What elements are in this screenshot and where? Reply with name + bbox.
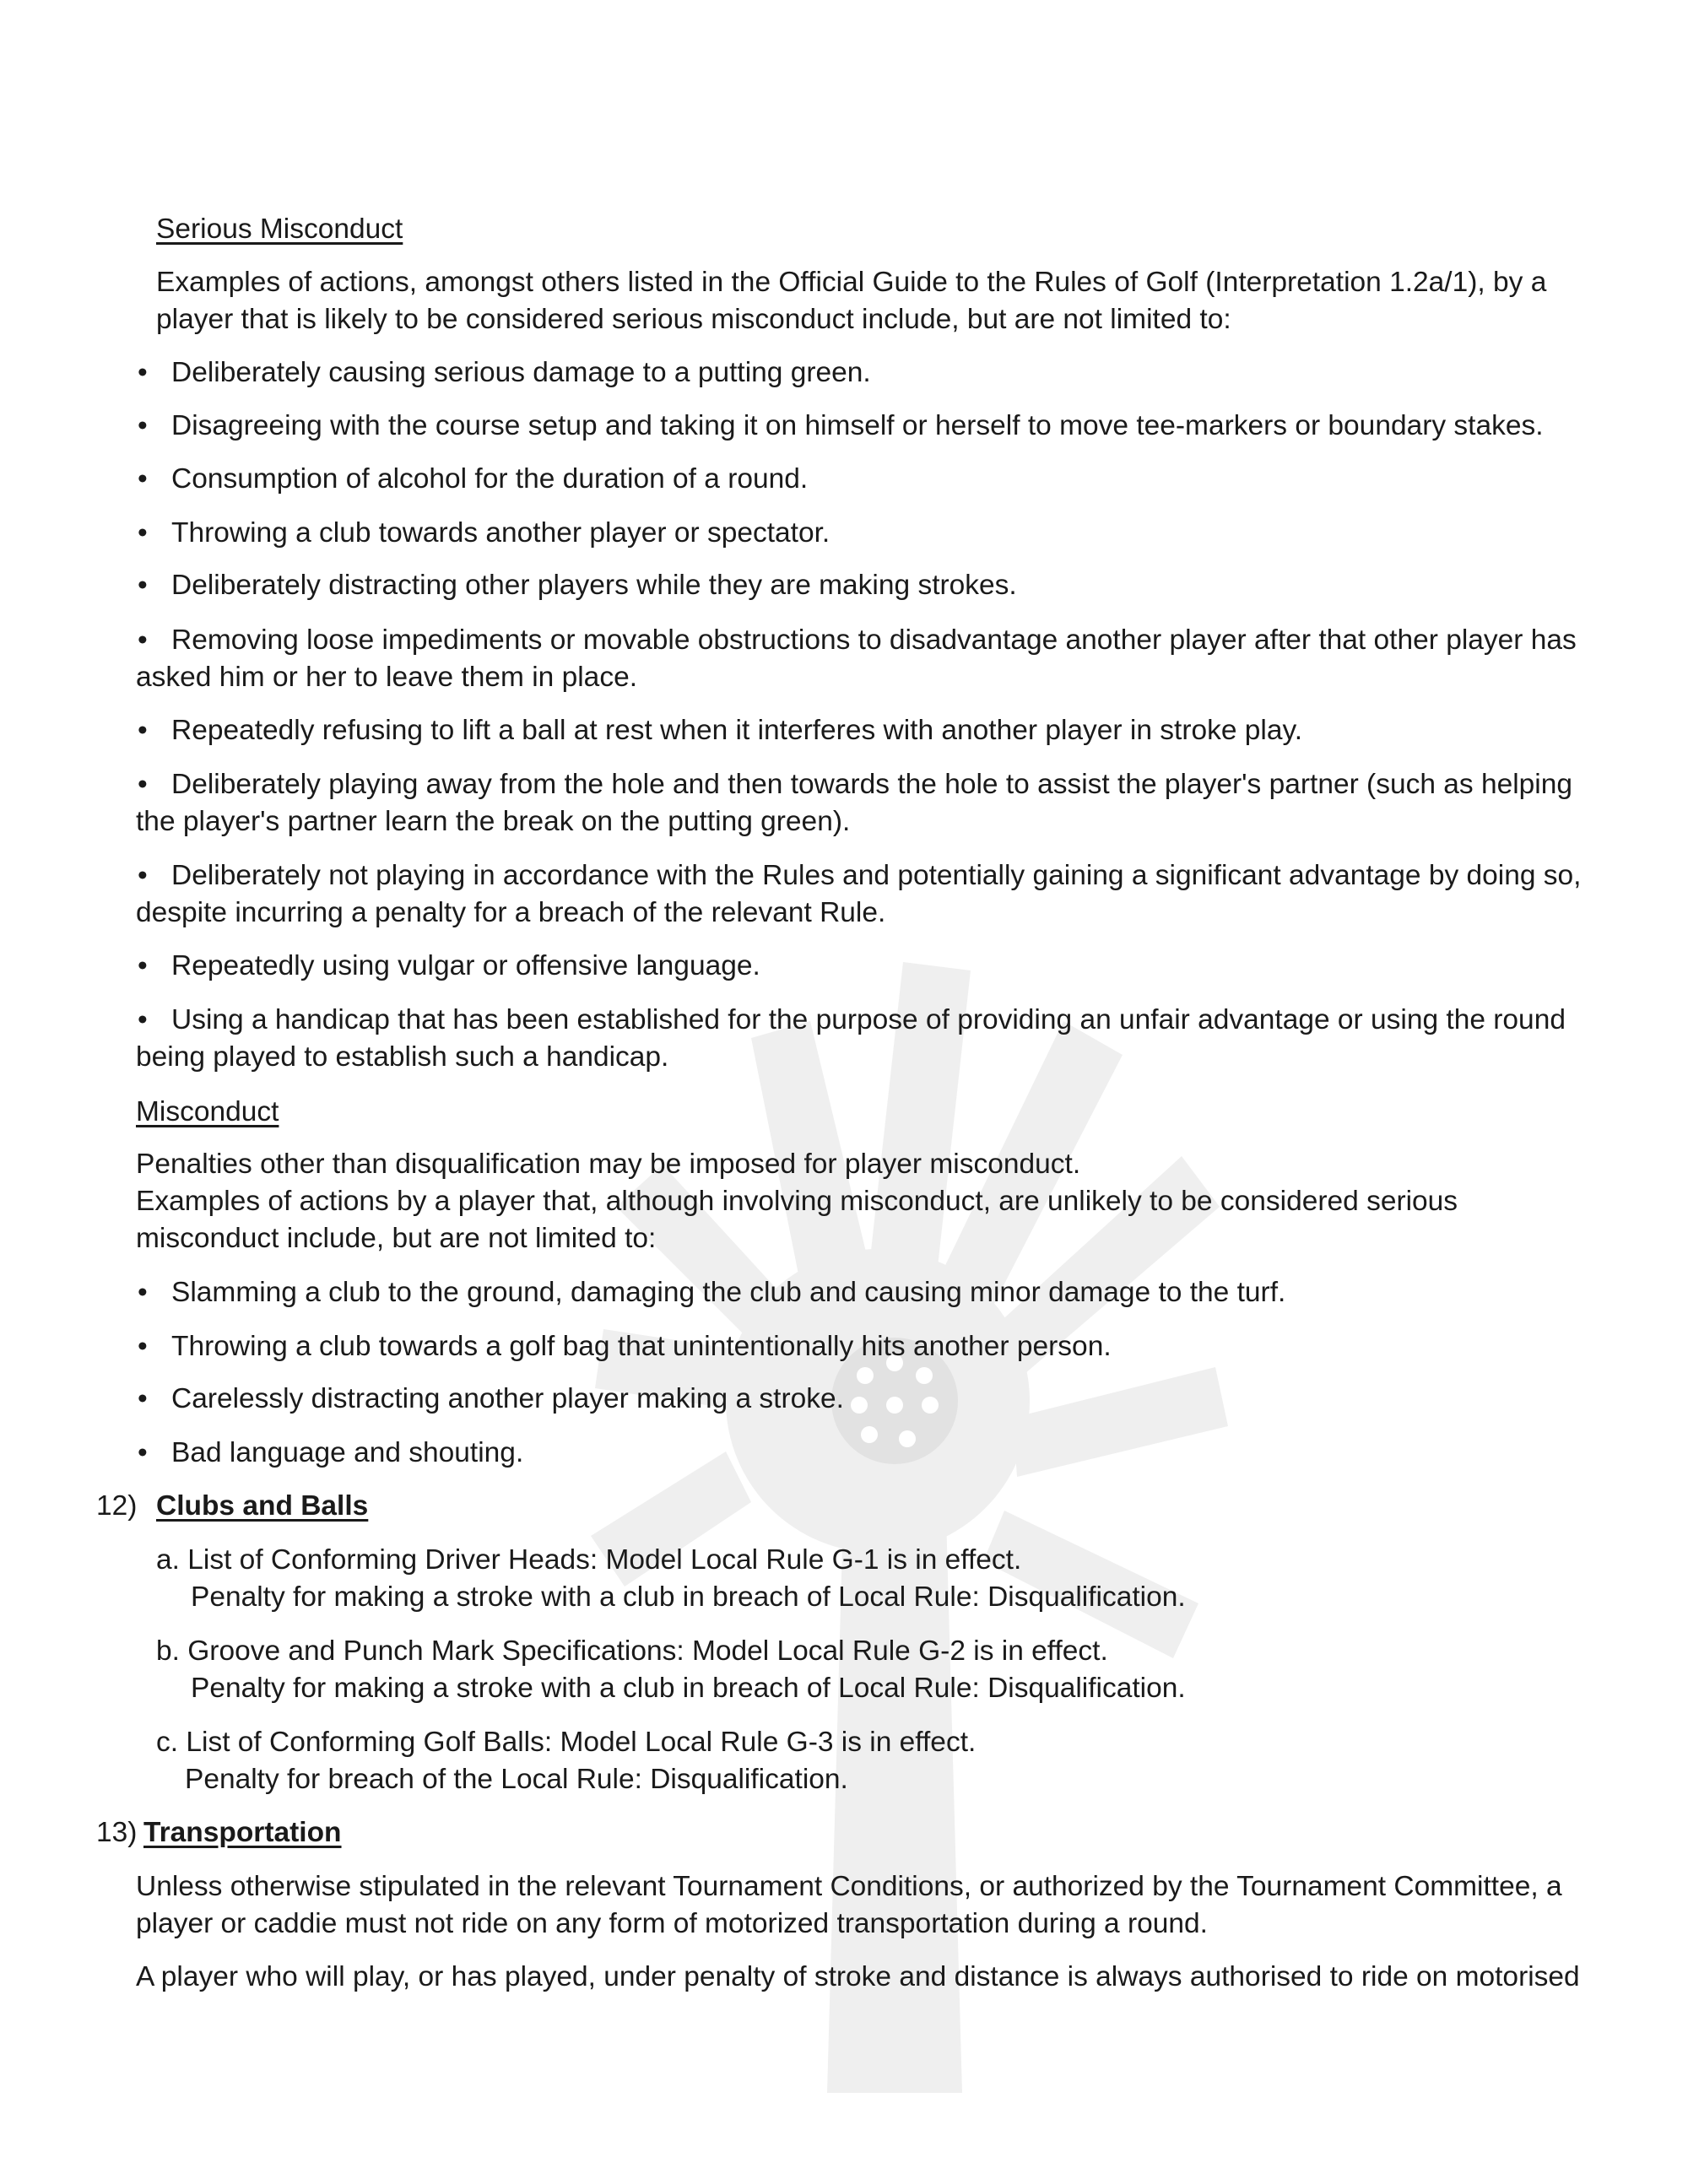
list-item-text: Deliberately distracting other players while they are making strokes. [171, 570, 1017, 601]
list-item-text: Bad language and shouting. [171, 1437, 524, 1468]
list-item-text: Repeatedly refusing to lift a ball at rest when it interferes with another player in stroke play. [171, 715, 1303, 746]
bullet-icon: • [138, 357, 148, 388]
section-12-number: 12) [96, 1490, 138, 1522]
list-item-text: Repeatedly using vulgar or offensive language. [171, 950, 760, 981]
serious-misconduct-intro-line2: player that is likely to be considered serious misconduct include, but are not limited to: [156, 304, 1231, 335]
list-item-text: Deliberately playing away from the hole and then towards the hole to assist the player's partner (such as helping [171, 769, 1573, 800]
bullet-icon: • [138, 715, 148, 746]
bullet-icon: • [138, 1383, 148, 1414]
bullet-icon: • [138, 410, 148, 441]
transportation-p1-line2: player or caddie must not ride on any form of motorized transportation during a round. [136, 1908, 1208, 1939]
list-item-text: Slamming a club to the ground, damaging the club and causing minor damage to the turf. [171, 1277, 1286, 1308]
transportation-p2-line1: A player who will play, or has played, under penalty of stroke and distance is always authorised to ride on motorised [136, 1961, 1580, 1992]
misconduct-text-line3: misconduct include, but are not limited to: [136, 1223, 657, 1254]
bullet-icon: • [138, 1277, 148, 1308]
clubs-item-b-line1: b. Groove and Punch Mark Specifications: Model Local Rule G-2 is in effect. [156, 1635, 1108, 1667]
list-item-text-continued: asked him or her to leave them in place. [136, 662, 638, 693]
section-12-title: Clubs and Balls [156, 1490, 369, 1522]
list-item-text-continued: being played to establish such a handicap. [136, 1041, 669, 1073]
list-item-text: Using a handicap that has been established for the purpose of providing an unfair advantage or using the round [171, 1004, 1566, 1035]
bullet-icon: • [138, 950, 148, 981]
list-item-text: Removing loose impediments or movable obstructions to disadvantage another player after that other player has [171, 624, 1577, 656]
bullet-icon: • [138, 463, 148, 495]
misconduct-heading: Misconduct [136, 1096, 279, 1127]
bullet-icon: • [138, 1437, 148, 1468]
bullet-icon: • [138, 1004, 148, 1035]
list-item-text: Deliberately not playing in accordance with the Rules and potentially gaining a significant advantage by doing so, [171, 860, 1582, 891]
clubs-item-a-line1: a. List of Conforming Driver Heads: Model Local Rule G-1 is in effect. [156, 1544, 1022, 1576]
misconduct-text-line1: Penalties other than disqualification may be imposed for player misconduct. [136, 1149, 1081, 1180]
transportation-p1-line1: Unless otherwise stipulated in the relevant Tournament Conditions, or authorized by the Tournament Committee, a [136, 1871, 1562, 1902]
section-13-number: 13) [96, 1817, 138, 1848]
bullet-icon: • [138, 860, 148, 891]
bullet-icon: • [138, 517, 148, 549]
clubs-item-c-line2: Penalty for breach of the Local Rule: Disqualification. [185, 1764, 848, 1795]
section-13-title: Transportation [143, 1817, 342, 1848]
serious-misconduct-heading: Serious Misconduct [156, 214, 403, 245]
bullet-icon: • [138, 624, 148, 656]
list-item-text: Carelessly distracting another player making a stroke. [171, 1383, 844, 1414]
bullet-icon: • [138, 1331, 148, 1362]
list-item-text: Throwing a club towards another player or spectator. [171, 517, 830, 549]
clubs-item-c-line1: c. List of Conforming Golf Balls: Model Local Rule G-3 is in effect. [156, 1727, 977, 1758]
list-item-text: Deliberately causing serious damage to a putting green. [171, 357, 871, 388]
bullet-icon: • [138, 570, 148, 601]
list-item-text-continued: the player's partner learn the break on the putting green). [136, 806, 851, 837]
list-item-text-continued: despite incurring a penalty for a breach of the relevant Rule. [136, 897, 886, 928]
misconduct-text-line2: Examples of actions by a player that, although involving misconduct, are unlikely to be considered serious [136, 1186, 1458, 1217]
serious-misconduct-intro-line1: Examples of actions, amongst others listed in the Official Guide to the Rules of Golf (Interpretation 1.2a/1), by a [156, 267, 1547, 298]
clubs-item-a-line2: Penalty for making a stroke with a club in breach of Local Rule: Disqualification. [191, 1581, 1186, 1613]
clubs-item-b-line2: Penalty for making a stroke with a club in breach of Local Rule: Disqualification. [191, 1673, 1186, 1704]
list-item-text: Consumption of alcohol for the duration of a round. [171, 463, 809, 495]
list-item-text: Disagreeing with the course setup and taking it on himself or herself to move tee-markers or boundary stakes. [171, 410, 1544, 441]
list-item-text: Throwing a club towards a golf bag that unintentionally hits another person. [171, 1331, 1112, 1362]
bullet-icon: • [138, 769, 148, 800]
